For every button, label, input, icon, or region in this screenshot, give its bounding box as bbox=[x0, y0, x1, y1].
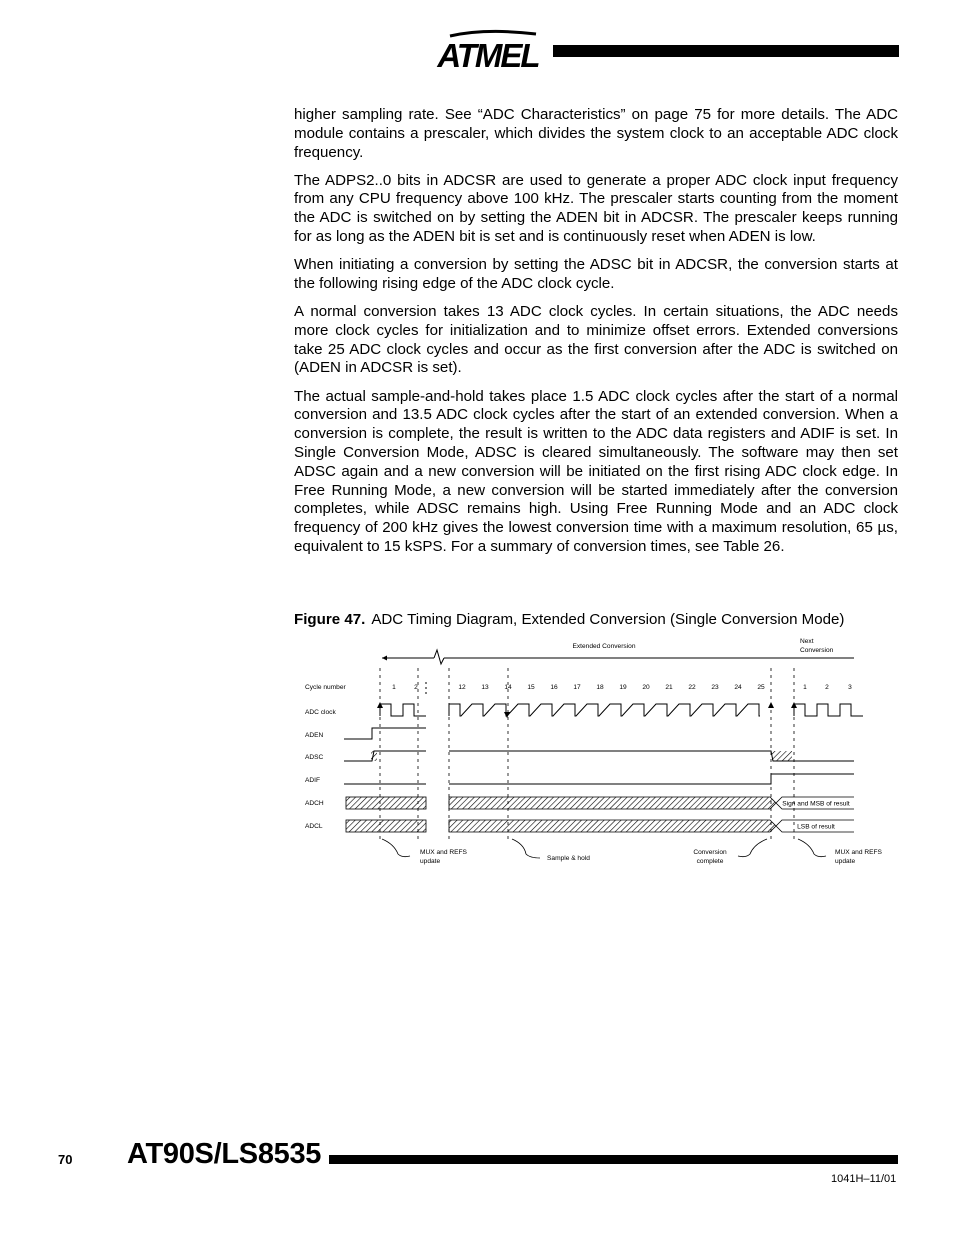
result-label: LSB of result bbox=[797, 823, 835, 831]
cycle-number: 24 bbox=[734, 684, 742, 691]
signal-label: ADIF bbox=[305, 777, 321, 784]
cycle-number: 1 bbox=[803, 684, 807, 691]
cycle-number: 22 bbox=[688, 684, 696, 691]
cycle-number: 20 bbox=[642, 684, 650, 691]
atmel-logo bbox=[436, 26, 542, 78]
cycle-number: 12 bbox=[458, 684, 466, 691]
adc-clock-waveform bbox=[380, 704, 426, 716]
cycle-number: 23 bbox=[711, 684, 719, 691]
signal-label: ADCH bbox=[305, 800, 324, 807]
annotation-leader bbox=[738, 839, 767, 857]
cycle-number-label: Cycle number bbox=[305, 684, 346, 691]
figure-title: ADC Timing Diagram, Extended Conversion (Single Conversion Mode) bbox=[371, 611, 845, 628]
annotation-leader bbox=[382, 839, 410, 857]
adsc-transition bbox=[772, 751, 792, 761]
annotation-label: Sample & hold bbox=[547, 855, 590, 862]
paragraph: When initiating a conversion by setting the ADSC bit in ADCSR, the conversion starts at the following rising edge of the ADC clock cycle. bbox=[294, 256, 898, 292]
signal-label: ADCL bbox=[305, 823, 323, 830]
cycle-number: 1 bbox=[392, 684, 396, 691]
paragraph: higher sampling rate. See “ADC Characteristics” on page 75 for more details. The ADC module contains a prescaler, which divides the system clock to an acceptable ADC clock frequency. bbox=[294, 106, 898, 161]
annotation-leader bbox=[798, 839, 826, 857]
adsc-waveform bbox=[449, 751, 854, 761]
cycle-number: 19 bbox=[619, 684, 627, 691]
annotation-label: MUX and REFS bbox=[420, 849, 467, 856]
bracket-arrow bbox=[382, 656, 387, 661]
signal-label: ADC clock bbox=[305, 709, 336, 716]
adsc-waveform bbox=[344, 751, 426, 761]
header-rule bbox=[553, 45, 899, 57]
result-label: Sign and MSB of result bbox=[782, 800, 850, 808]
signal-label: ADEN bbox=[305, 732, 324, 739]
adch-bus bbox=[346, 797, 426, 809]
adc-clock-waveform bbox=[794, 704, 863, 716]
annotation-label: update bbox=[420, 858, 441, 865]
paragraph: A normal conversion takes 13 ADC clock cycles. In certain situations, the ADC needs more clock cycles for initialization and to minimize offset errors. Extended conversions take 25 ADC clock cycles and occur as the first conversion after the ADC is switched on (ADEN in ADCSR is set). bbox=[294, 303, 898, 377]
cycle-number: 2 bbox=[825, 684, 829, 691]
extended-conversion-label: Extended Conversion bbox=[572, 643, 636, 650]
paragraph: The actual sample-and-hold takes place 1.5 ADC clock cycles after the start of a normal conversion and 13.5 ADC clock cycles after the start of an extended conversion. When a conversion is complete, the result is written to the ADC data registers and ADIF is set. In Single Conversion Mode, ADSC is cleared simultaneously. The software may then set ADSC again and a new conversion will be initiated on the first rising ADC clock edge. In Free Running Mode, a new conversion will be started immediately after the conversion completes, while ADSC remains high. Using Free Running Mode and an ADC clock frequency of 200 kHz gives the lowest conversion time with a maximum resolution, 65 µs, equivalent to 15 kSPS. For a summary of conversion times, see Table 26. bbox=[294, 387, 898, 555]
next-conversion-label: Next bbox=[800, 638, 814, 645]
adc-timing-diagram bbox=[294, 632, 904, 877]
adch-bus bbox=[449, 797, 776, 809]
footer-rule bbox=[329, 1155, 898, 1164]
adsc-transition bbox=[371, 751, 377, 761]
adcl-bus bbox=[449, 820, 776, 832]
annotation-label: MUX and REFS bbox=[835, 849, 882, 856]
annotation-leader bbox=[512, 839, 540, 858]
figure-caption bbox=[294, 611, 844, 628]
paragraph: The ADPS2..0 bits in ADCSR are used to generate a proper ADC clock input frequency from any CPU frequency above 100 kHz. The prescaler starts counting from the moment the ADC is switched on by setting the ADEN bit in ADCSR. The prescaler keeps running for as long as the ADEN bit is set and is continuously reset when ADEN is low. bbox=[294, 171, 898, 246]
page-number: 70 bbox=[58, 1152, 73, 1167]
annotation-label: Conversion bbox=[693, 849, 727, 856]
svg-text:ATMEL: ATMEL bbox=[437, 37, 539, 74]
document-title: AT90S/LS8535 bbox=[127, 1138, 322, 1170]
adc-clock-waveform bbox=[449, 704, 760, 716]
body-text bbox=[294, 106, 898, 566]
annotation-label: update bbox=[835, 858, 856, 865]
annotation-label: complete bbox=[696, 858, 724, 865]
next-conversion-label: Conversion bbox=[800, 647, 834, 654]
figure-label: Figure 47. bbox=[294, 611, 366, 628]
cycle-number: 13 bbox=[481, 684, 489, 691]
cycle-number: 21 bbox=[665, 684, 673, 691]
cycle-number: 17 bbox=[573, 684, 581, 691]
cycle-number: 16 bbox=[550, 684, 558, 691]
axis-break-mark bbox=[434, 650, 444, 664]
cycle-number: 18 bbox=[596, 684, 604, 691]
edge-arrow bbox=[504, 712, 510, 718]
cycle-number: 15 bbox=[527, 684, 535, 691]
cycle-number: 2 bbox=[414, 684, 418, 691]
adcl-bus bbox=[346, 820, 426, 832]
adif-waveform bbox=[344, 774, 854, 784]
cycle-number: 3 bbox=[848, 684, 852, 691]
cycle-number: 25 bbox=[757, 684, 765, 691]
signal-label: ADSC bbox=[305, 754, 324, 761]
cycle-number: 14 bbox=[504, 684, 512, 691]
document-code: 1041H–11/01 bbox=[831, 1173, 897, 1185]
aden-waveform bbox=[344, 728, 426, 739]
